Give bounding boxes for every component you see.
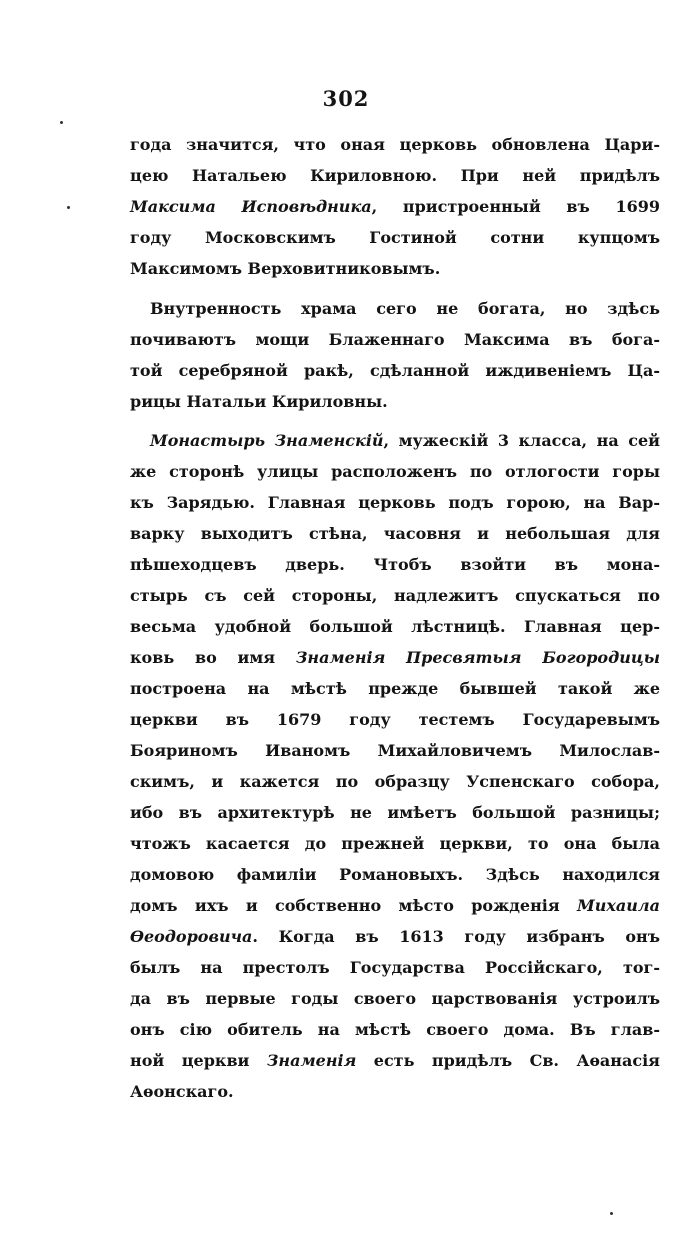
text-line	[130, 952, 660, 983]
text-line	[130, 704, 660, 735]
text-line	[130, 890, 660, 921]
italic-text-run: Михаила	[577, 896, 660, 915]
paragraph-church-renovation	[130, 129, 660, 284]
text-line	[130, 487, 660, 518]
paper-speck	[610, 1212, 613, 1215]
text-line	[130, 828, 660, 859]
text-line	[130, 673, 660, 704]
text-line	[130, 160, 660, 191]
text-run: пѣшеходцевъ дверь. Чтобъ взойти въ мона-	[130, 555, 660, 574]
text-line	[130, 1076, 660, 1107]
text-run: , пристроенный въ 1699	[371, 197, 660, 216]
text-line	[130, 735, 660, 766]
text-line	[130, 1014, 660, 1045]
text-line	[130, 456, 660, 487]
text-line	[130, 324, 660, 355]
text-run: былъ на престолъ Государства Россійскаго, тог-	[130, 958, 660, 977]
text-line	[130, 611, 660, 642]
text-run: ковь во имя	[130, 648, 296, 667]
text-run: къ Зарядью. Главная церковь подъ горою, на Вар-	[130, 493, 660, 512]
text-run: Аѳонскаго.	[130, 1082, 234, 1101]
italic-text-run: Знаменія Пресвятыя Богородицы	[295, 648, 660, 667]
italic-text-run: Ѳеодоровича	[130, 927, 253, 946]
paper-speck	[67, 206, 70, 209]
paragraph-znamensky-monastery	[130, 425, 660, 1107]
text-run: скимъ, и кажется по образцу Успенскаго собора,	[130, 772, 660, 791]
paragraph-church-interior	[130, 293, 660, 417]
text-line	[130, 386, 660, 417]
text-run: онъ сію обитель на мѣстѣ своего дома. Въ глав-	[130, 1020, 660, 1039]
text-line	[130, 293, 660, 324]
text-line	[130, 921, 660, 952]
text-run: той серебряной ракѣ, сдѣланной иждивеніемъ Ца-	[130, 361, 660, 380]
text-line	[130, 129, 660, 160]
text-run: да въ первые годы своего царствованія устроилъ	[130, 989, 660, 1008]
text-run: рицы Натальи Кириловны.	[130, 392, 388, 411]
text-line	[130, 191, 660, 222]
text-line	[130, 253, 660, 284]
italic-text-run: Монастырь Знаменскій	[150, 431, 384, 450]
text-line	[130, 549, 660, 580]
text-run: года значится, что оная церковь обновлена Цари-	[130, 135, 660, 154]
text-line	[130, 766, 660, 797]
text-line	[130, 425, 660, 456]
page-number: 302	[322, 86, 370, 111]
text-line	[130, 1045, 660, 1076]
italic-text-run: Знаменія	[266, 1051, 357, 1070]
text-run: чтожъ касается до прежней церкви, то она была	[130, 834, 660, 853]
text-line	[130, 222, 660, 253]
text-run: почиваютъ мощи Блаженнаго Максима въ бога-	[130, 330, 660, 349]
italic-text-run: Максима Исповѣдника	[130, 197, 372, 216]
text-line	[130, 983, 660, 1014]
text-run: , мужескій 3 класса, на сей	[383, 431, 660, 450]
text-run: церкви въ 1679 году тестемъ Государевымъ	[130, 710, 660, 729]
paper-speck	[60, 121, 63, 124]
text-run: построена на мѣстѣ прежде бывшей такой же	[130, 679, 660, 698]
text-run: есть придѣлъ Св. Аѳанасія	[356, 1051, 660, 1070]
text-run: году Московскимъ Гостиной сотни купцомъ	[130, 228, 660, 247]
text-run: Внутренность храма сего не богата, но здѣсь	[150, 299, 660, 318]
text-run: домъ ихъ и собственно мѣсто рожденія	[130, 896, 578, 915]
text-run: ибо въ архитектурѣ не имѣетъ большой разницы;	[130, 803, 660, 822]
text-run: домовою фамиліи Романовыхъ. Здѣсь находился	[130, 865, 660, 884]
text-run: стырь съ сей стороны, надлежитъ спускаться по	[130, 586, 660, 605]
text-run: весьма удобной большой лѣстницѣ. Главная цер-	[130, 617, 660, 636]
text-line	[130, 797, 660, 828]
text-run: варку выходитъ стѣна, часовня и небольшая для	[130, 524, 660, 543]
text-run: цею Натальею Кириловною. При ней придѣлъ	[130, 166, 660, 185]
text-line	[130, 580, 660, 611]
text-line	[130, 642, 660, 673]
text-run: . Когда въ 1613 году избранъ онъ	[252, 927, 660, 946]
text-line	[130, 355, 660, 386]
text-run: ной церкви	[130, 1051, 267, 1070]
text-run: Бояриномъ Иваномъ Михайловичемъ Милослав-	[130, 741, 660, 760]
text-run: же сторонѣ улицы расположенъ по отлогости горы	[130, 462, 660, 481]
text-line	[130, 859, 660, 890]
text-line	[130, 518, 660, 549]
text-run: Максимомъ Верховитниковымъ.	[130, 259, 441, 278]
